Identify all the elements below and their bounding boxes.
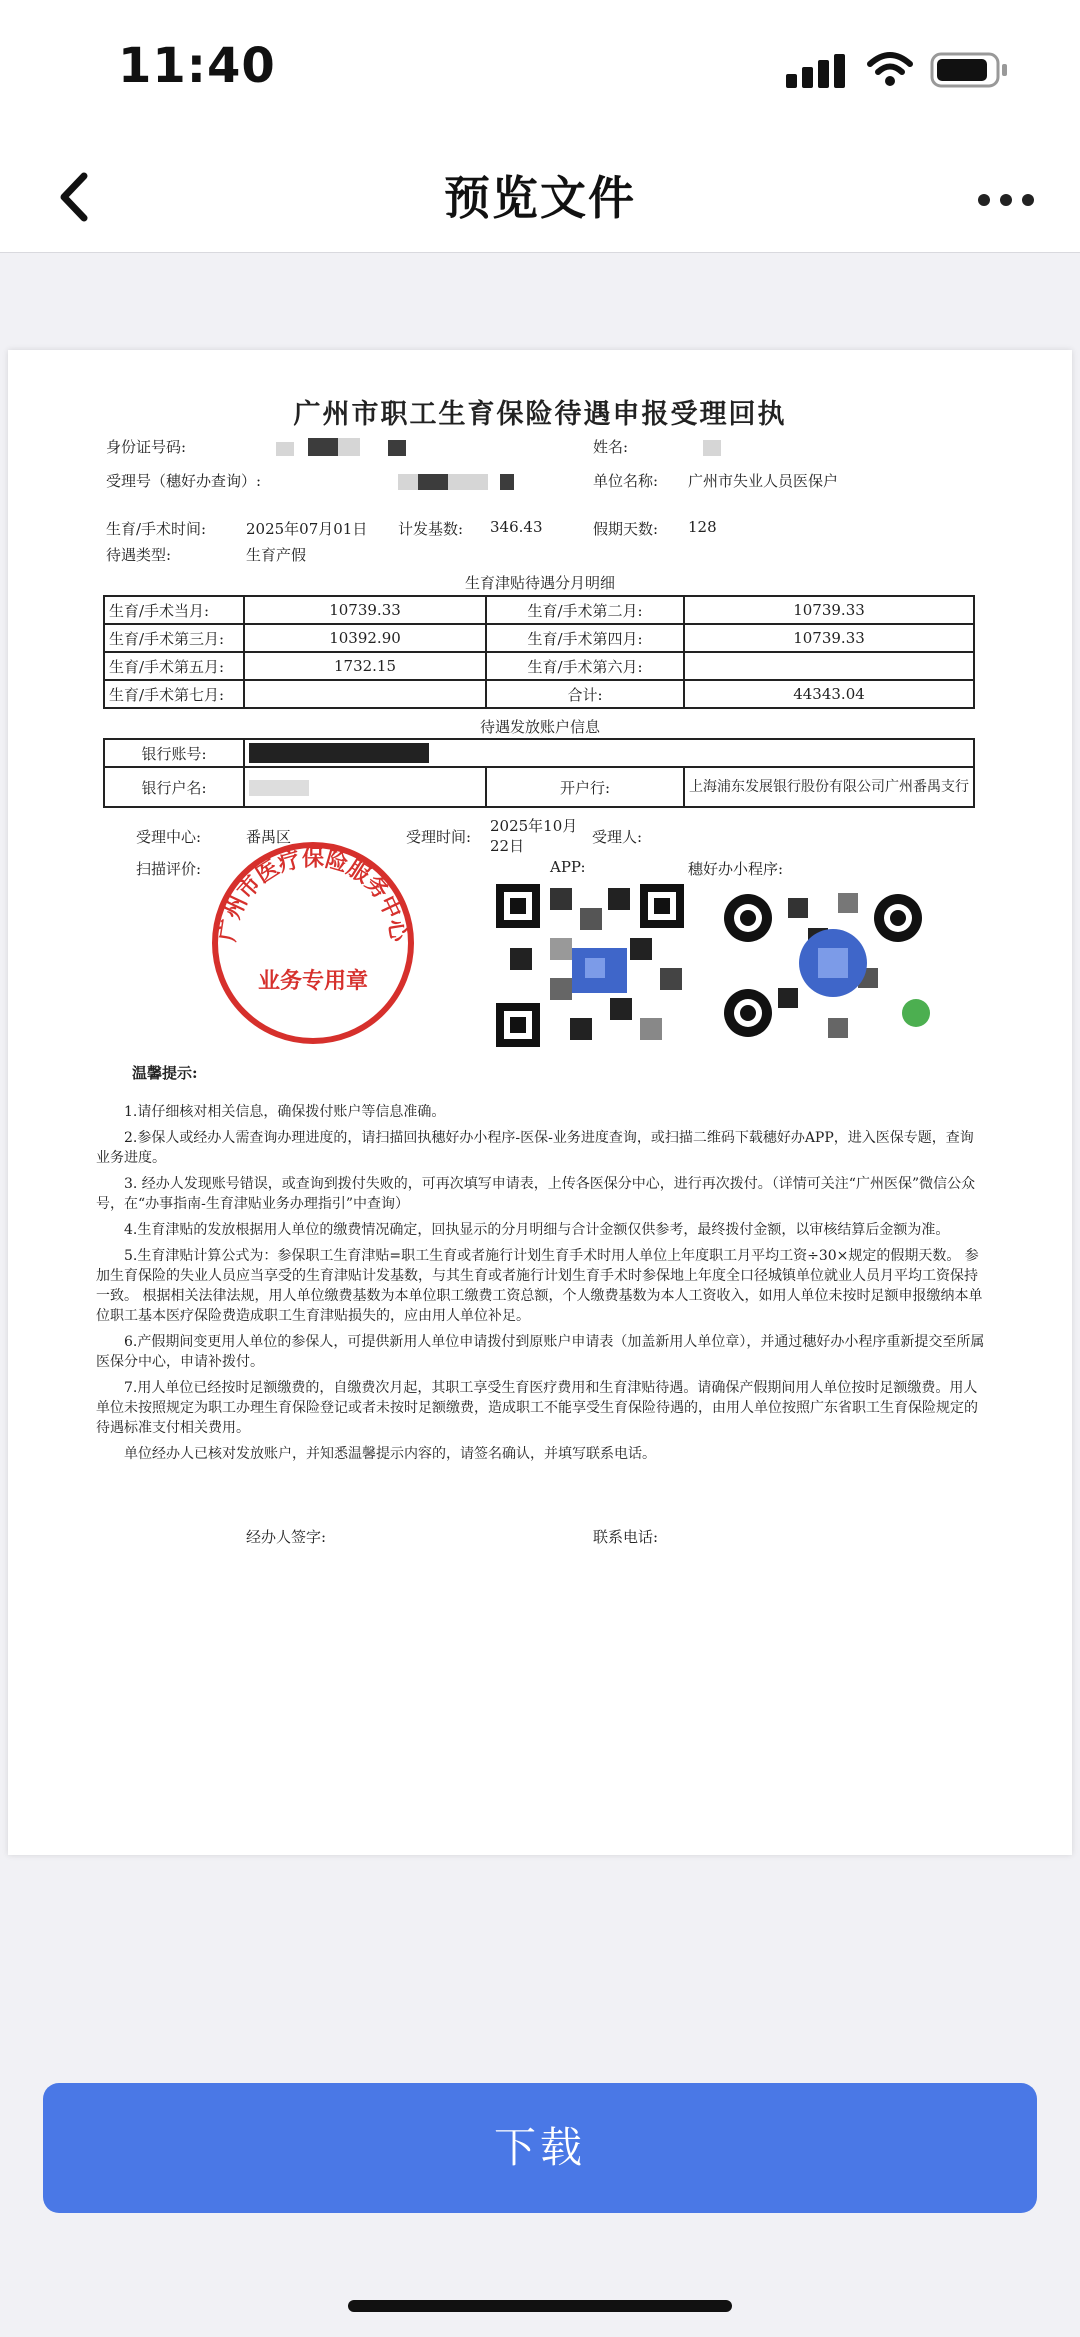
tip-item: 6.产假期间变更用人单位的参保人，可提供新用人单位申请拨付到原账户申请表（加盖新用人单位章），并通过穗好办小程序重新提交至所属医保分中心，申请补拨付。: [96, 1334, 985, 1370]
redacted-holder: [244, 767, 486, 807]
leave-value: 128: [688, 518, 717, 536]
tip-item: 单位经办人已核对发放账户，并知悉温馨提示内容的，请签名确认，并填写联系电话。: [124, 1446, 656, 1462]
redacted-id: [338, 438, 360, 456]
accept-no-label: 受理号（穗好办查询）:: [106, 472, 262, 490]
app-label: APP:: [550, 858, 586, 876]
seal-subtext: 业务专用章: [257, 969, 369, 994]
official-seal: [208, 838, 418, 1048]
table-cell: 生育/手术第三月:: [104, 624, 244, 652]
type-value: 生育产假: [246, 546, 307, 564]
unit-label: 单位名称:: [593, 472, 659, 490]
monthly-table: [103, 595, 975, 709]
redacted-id: [276, 442, 294, 456]
wifi-icon: [866, 50, 914, 88]
table-cell: 10739.33: [684, 596, 974, 624]
tips-title: 温馨提示:: [132, 1064, 198, 1082]
svg-text:广州市医疗保险服务中心: [214, 846, 410, 945]
nav-bar: [0, 140, 1080, 253]
accept-person-label: 受理人:: [592, 828, 643, 846]
table-cell: 生育/手术第七月:: [104, 680, 244, 708]
table-cell: 生育/手术第二月:: [486, 596, 684, 624]
scan-label: 扫描评价:: [136, 860, 202, 878]
table-cell: 10739.33: [244, 596, 486, 624]
tip-item: 3. 经办人发现账号错误，或查询到拨付失败的，可再次填写申请表，上传各医保分中心，进行再次拨付。（详情可关注“广州医保”微信公众号，在“办事指南-生育津贴业务办理指引”中查询）: [96, 1176, 976, 1212]
home-indicator: [348, 2300, 732, 2312]
redacted-accept-no: [418, 474, 448, 490]
name-label: 姓名:: [593, 438, 629, 456]
table-cell: 银行账号:: [104, 739, 244, 767]
table-row: [104, 652, 974, 680]
mini-program-qr-code: [708, 878, 938, 1053]
table-cell: 1732.15: [244, 652, 486, 680]
document-preview[interactable]: [8, 350, 1072, 1855]
table-row: [104, 767, 974, 807]
table-cell: 10392.90: [244, 624, 486, 652]
tip-item: 2.参保人或经办人需查询办理进度的，请扫描回执穗好办小程序-医保-业务进度查询，或扫描二维码下载穗好办APP，进入医保专题，查询业务进度。: [96, 1130, 974, 1166]
birth-time-value: 2025年07月01日: [246, 520, 368, 538]
id-label: 身份证号码:: [106, 438, 187, 456]
download-button[interactable]: 下载: [43, 2083, 1037, 2213]
status-time: 11:40: [118, 38, 276, 94]
table-cell: 44343.04: [684, 680, 974, 708]
monthly-title: 生育津贴待遇分月明细: [464, 574, 615, 592]
table-cell: [684, 652, 974, 680]
type-label: 待遇类型:: [106, 546, 172, 564]
unit-value: 广州市失业人员医保户: [688, 472, 839, 490]
accept-time-value: 2025年10月22日: [490, 817, 578, 855]
tip-item: 1.请仔细核对相关信息，确保拨付账户等信息准确。: [124, 1104, 446, 1120]
birth-time-label: 生育/手术时间:: [106, 520, 207, 538]
bank-value: 上海浦东发展银行股份有限公司广州番禺支行: [684, 767, 974, 807]
seal-text: 广州市医疗保险服务中心: [215, 846, 411, 944]
redacted-id: [308, 438, 338, 456]
base-label: 计发基数:: [398, 520, 464, 538]
tip-item: 5.生育津贴计算公式为：参保职工生育津贴=职工生育或者施行计划生育手术时用人单位上年度职工月平均工资÷30×规定的假期天数。 参加生育保险的失业人员应当享受的生育津贴计发基数，与其生育或者施行计划生育手术时参保地上年度全口径城镇单位就业人员月平均工资保持一致。 根据相关法律法规，用人单位缴费基数为本单位职工缴费工资总额，个人缴费基数为本人工资收入，如用人单位未按时足额申报缴纳本单位职工基本医疗保险费造成职工生育津贴损失的，应由用人单位补足。: [96, 1248, 983, 1324]
sign-label: 经办人签字:: [246, 1528, 327, 1546]
tip-item: 4.生育津贴的发放根据用人单位的缴费情况确定，回执显示的分月明细与合计金额仅供参考，最终拨付金额，以审核结算后金额为准。: [124, 1222, 950, 1238]
center-value: 番禺区: [246, 828, 292, 846]
redacted-bank-no: [244, 739, 974, 767]
table-cell: 生育/手术第六月:: [486, 652, 684, 680]
account-table: [103, 738, 975, 808]
table-cell: 生育/手术第四月:: [486, 624, 684, 652]
table-row: [104, 680, 974, 708]
more-options-icon[interactable]: [970, 170, 1050, 230]
table-cell: 合计:: [486, 680, 684, 708]
tips-list: [96, 1102, 986, 1470]
redacted-id: [388, 440, 406, 456]
redacted-accept-no: [500, 474, 514, 490]
table-cell: 生育/手术当月:: [104, 596, 244, 624]
table-cell: 生育/手术第五月:: [104, 652, 244, 680]
table-row: [104, 596, 974, 624]
center-label: 受理中心:: [136, 828, 202, 846]
phone-label: 联系电话:: [593, 1528, 659, 1546]
status-bar: [0, 0, 1080, 140]
table-cell: 10739.33: [684, 624, 974, 652]
base-value: 346.43: [490, 518, 543, 536]
table-cell: [244, 680, 486, 708]
accept-time-label: 受理时间:: [406, 828, 472, 846]
document-title: 广州市职工生育保险待遇申报受理回执: [293, 399, 787, 430]
redacted-accept-no: [398, 474, 418, 490]
redacted-accept-no: [448, 474, 488, 490]
table-cell: 银行户名:: [104, 767, 244, 807]
table-row: [104, 624, 974, 652]
redacted-name: [703, 440, 721, 456]
battery-icon: [930, 52, 1010, 88]
tip-item: 7.用人单位已经按时足额缴费的，自缴费次月起，其职工享受生育医疗费用和生育津贴待遇。请确保产假期间用人单位按时足额缴费。用人单位未按照规定为职工办理生育保险登记或者未按时足额缴费，造成职工不能享受生育保险待遇的，由用人单位按照广东省职工生育保险规定的待遇标准支付相关费用。: [96, 1380, 978, 1436]
page-title: 预览文件: [444, 171, 636, 225]
leave-label: 假期天数:: [593, 520, 659, 538]
account-title: 待遇发放账户信息: [479, 718, 600, 736]
table-cell: 开户行:: [486, 767, 684, 807]
mini-program-label: 穗好办小程序:: [688, 860, 784, 878]
app-qr-code: [490, 878, 690, 1053]
table-row: [104, 739, 974, 767]
signal-icon: [786, 54, 848, 88]
